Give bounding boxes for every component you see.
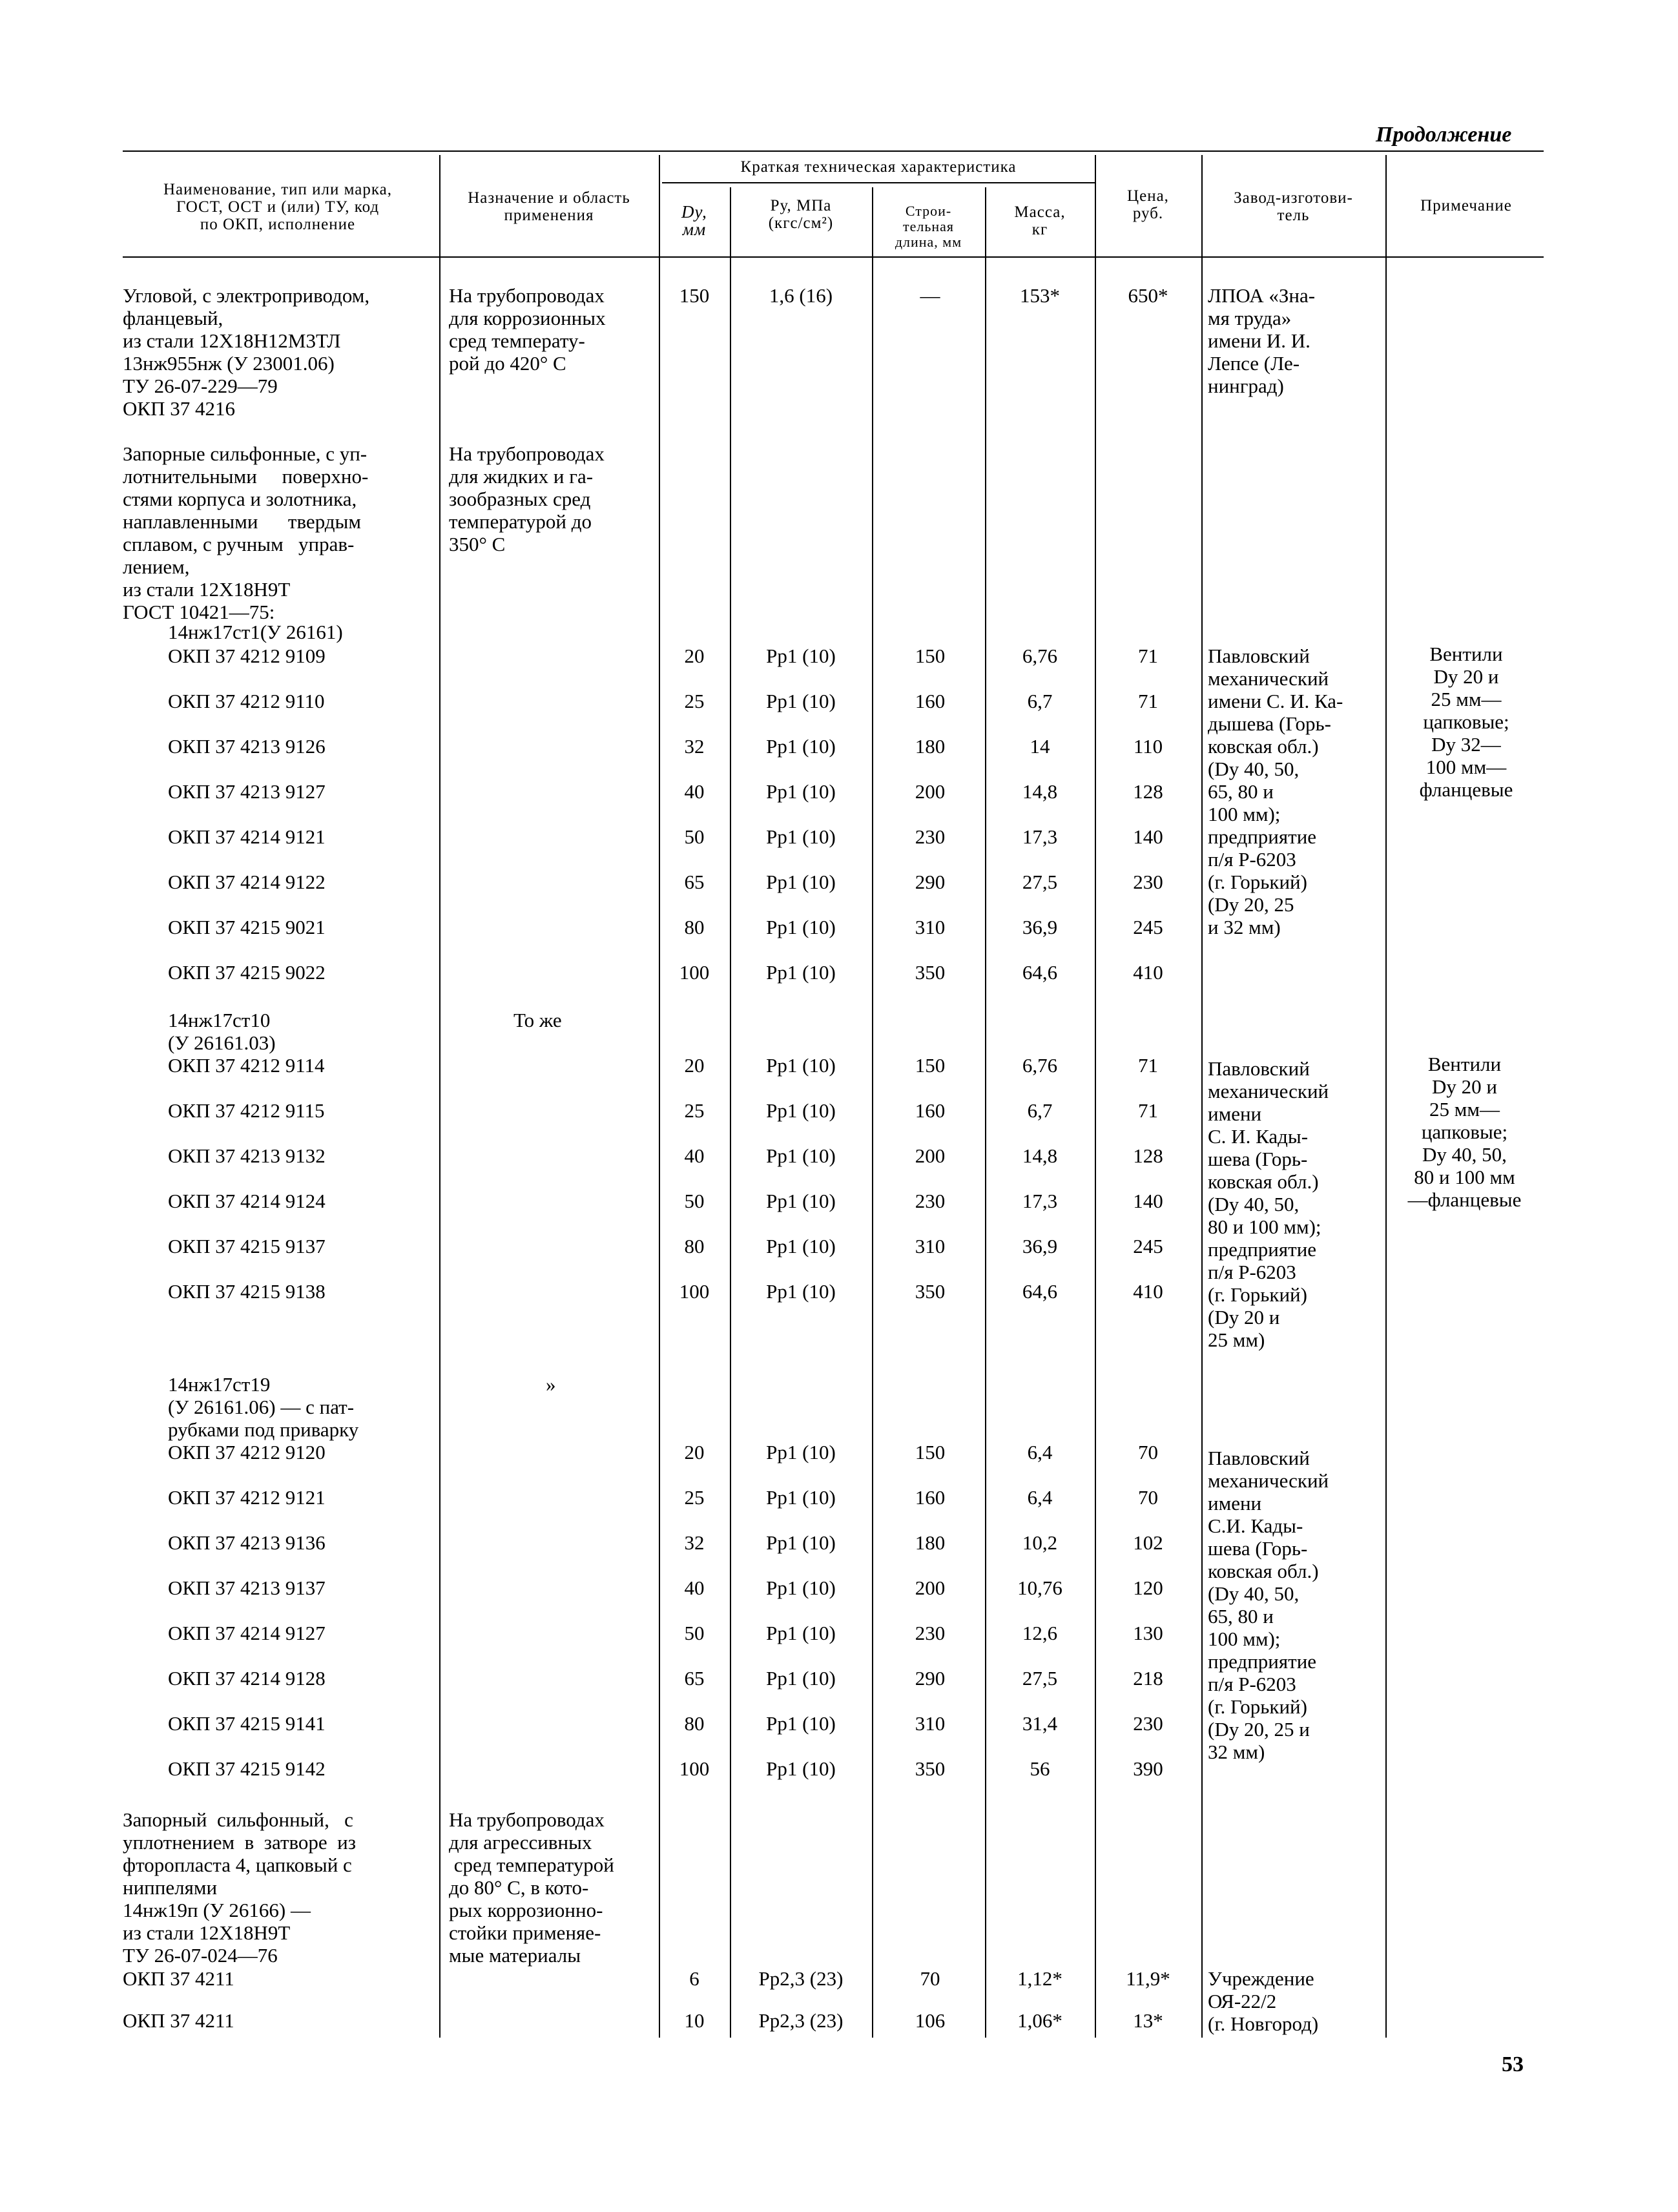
row-pn: Pр1 (10)	[766, 1441, 836, 1463]
row-length: 150	[915, 645, 946, 667]
data-row	[0, 780, 1678, 803]
row-price: 13*	[1133, 2009, 1163, 2032]
row-length: 290	[915, 1667, 946, 1690]
block2-maker: Павловский механический имени С. И. Ка- дышева (Горь- ковская обл.) (Dy 40, 50, 65, 80 и 100 мм); предприятие п/я Р-6203 (г. Горький) (Dy 20, 25 и 32 мм)	[1208, 645, 1343, 938]
row-name: ОКП 37 4215 9022	[168, 961, 326, 984]
row-dn: 40	[684, 780, 705, 803]
row-pn: Pр1 (10)	[766, 1576, 836, 1599]
col-rule-8	[1385, 155, 1387, 2038]
row-name: ОКП 37 4212 9121	[168, 1486, 326, 1509]
row-length: 350	[915, 961, 946, 984]
row-dn: 100	[679, 961, 710, 984]
row-name: ОКП 37 4213 9137	[168, 1576, 326, 1599]
header-tech-group: Краткая техническая характеристика	[740, 158, 1017, 176]
row-pn: Pр1 (10)	[766, 825, 836, 848]
block3-name: 14нж17ст10 (У 26161.03)	[168, 1009, 276, 1054]
block3-note: Вентили Dу 20 и 25 мм— цапковые; Dу 40, 50, 80 и 100 мм —фланцевые	[1407, 1053, 1522, 1211]
row-dn: 80	[684, 916, 705, 938]
header-pn: Pу, МПа (кгс/см²)	[768, 197, 834, 232]
data-row	[0, 1712, 1678, 1735]
data-row	[0, 735, 1678, 758]
row-length: 150	[915, 1054, 946, 1077]
row-mass: 10,76	[1017, 1576, 1062, 1599]
row-dn: 32	[684, 735, 705, 758]
row-price: 140	[1133, 1190, 1163, 1212]
row-dn: 100	[679, 1757, 710, 1780]
row-pn: Pр1 (10)	[766, 961, 836, 984]
data-row	[0, 871, 1678, 893]
block3-maker: Павловский механический имени С. И. Кады- шева (Горь- ковская обл.) (Dy 40, 50, 80 и 100 мм); предприятие п/я Р-6203 (г. Горький) (Dy 20 и 25 мм)	[1208, 1057, 1329, 1351]
row-pn: Pр1 (10)	[766, 1280, 836, 1303]
row-length: 310	[915, 1235, 946, 1257]
row-length: 350	[915, 1280, 946, 1303]
row-mass: 6,7	[1027, 1099, 1053, 1122]
row-name: ОКП 37 4213 9136	[168, 1531, 326, 1554]
row-price: 230	[1133, 1712, 1163, 1735]
row-pn: Pр1 (10)	[766, 1144, 836, 1167]
row-price: 140	[1133, 825, 1163, 848]
row-mass: 17,3	[1022, 1190, 1058, 1212]
row-price: 650*	[1128, 284, 1168, 307]
data-row	[0, 2009, 1678, 2032]
row-pn: Pр1 (10)	[766, 780, 836, 803]
row-dn: 20	[684, 645, 705, 667]
row-price: 410	[1133, 1280, 1163, 1303]
data-row	[0, 690, 1678, 712]
row-name: ОКП 37 4213 9132	[168, 1144, 326, 1167]
row-price: 11,9*	[1126, 1967, 1170, 1990]
row-pn: Pр1 (10)	[766, 690, 836, 712]
row-length: 160	[915, 690, 946, 712]
row-price: 70	[1138, 1486, 1158, 1509]
row-mass: 64,6	[1022, 1280, 1058, 1303]
row-price: 230	[1133, 871, 1163, 893]
row-name: ОКП 37 4211	[123, 1967, 234, 1990]
row-price: 218	[1133, 1667, 1163, 1690]
row-mass: 6,76	[1022, 1054, 1058, 1077]
row-dn: 40	[684, 1576, 705, 1599]
block2-subtype: 14нж17ст1(У 26161)	[168, 621, 343, 643]
row-name: ОКП 37 4212 9114	[168, 1054, 325, 1077]
data-row	[0, 1144, 1678, 1167]
row-mass: 64,6	[1022, 961, 1058, 984]
row-length: —	[920, 284, 940, 307]
header-note: Примечание	[1420, 197, 1512, 214]
row-pn: Pр1 (10)	[766, 1486, 836, 1509]
row-mass: 1,06*	[1017, 2009, 1062, 2032]
row-price: 71	[1138, 690, 1158, 712]
row-dn: 50	[684, 1622, 705, 1644]
row-price: 128	[1133, 1144, 1163, 1167]
row-pn: Pр1 (10)	[766, 735, 836, 758]
page-number: 53	[1502, 2052, 1524, 2076]
row-dn: 50	[684, 825, 705, 848]
row-length: 310	[915, 916, 946, 938]
data-row	[0, 1235, 1678, 1257]
row-name: ОКП 37 4215 9137	[168, 1235, 326, 1257]
block1-name: Угловой, с электроприводом, фланцевый, из стали 12Х18Н12М3ТЛ 13нж955нж (У 23001.06) ТУ 26-07-229—79 ОКП 37 4216	[123, 284, 370, 420]
row-pn: Pр1 (10)	[766, 1190, 836, 1212]
row-length: 160	[915, 1099, 946, 1122]
row-dn: 25	[684, 690, 705, 712]
col-rule-6	[1095, 155, 1096, 2038]
row-mass: 1,12*	[1017, 1967, 1062, 1990]
row-dn: 50	[684, 1190, 705, 1212]
row-length: 180	[915, 735, 946, 758]
block1-maker: ЛПОА «Зна- мя труда» имени И. И. Лепсе (Ле- нинград)	[1208, 284, 1316, 397]
row-mass: 10,2	[1022, 1531, 1058, 1554]
row-pn: Pр1 (10)	[766, 1622, 836, 1644]
row-dn: 100	[679, 1280, 710, 1303]
row-mass: 14	[1030, 735, 1050, 758]
row-mass: 14,8	[1022, 1144, 1058, 1167]
row-mass: 36,9	[1022, 916, 1058, 938]
row-dn: 20	[684, 1441, 705, 1463]
row-price: 120	[1133, 1576, 1163, 1599]
row-name: ОКП 37 4212 9120	[168, 1441, 326, 1463]
col-rule-7	[1201, 155, 1203, 2038]
row-length: 230	[915, 825, 946, 848]
row-pn: Pр1 (10)	[766, 871, 836, 893]
header-length: Строи- тельная длина, мм	[895, 203, 962, 250]
row-dn: 20	[684, 1054, 705, 1077]
row-pn: Pр2,3 (23)	[758, 2009, 844, 2032]
row-mass: 14,8	[1022, 780, 1058, 803]
row-pn: 1,6 (16)	[769, 284, 833, 307]
row-length: 70	[920, 1967, 940, 1990]
row-name: ОКП 37 4214 9122	[168, 871, 326, 893]
row-price: 130	[1133, 1622, 1163, 1644]
block4-name: 14нж17ст19 (У 26161.06) — с пат- рубками под приварку	[168, 1373, 359, 1441]
row-name: ОКП 37 4213 9127	[168, 780, 326, 803]
row-length: 180	[915, 1531, 946, 1554]
row-name: ОКП 37 4214 9127	[168, 1622, 326, 1644]
data-row	[0, 916, 1678, 938]
row-price: 110	[1133, 735, 1163, 758]
block4-purpose: »	[546, 1373, 556, 1396]
row-price: 70	[1138, 1441, 1158, 1463]
row-mass: 27,5	[1022, 871, 1058, 893]
block2-purpose: На трубопроводах для жидких и га- зообразных сред температурой до 350° С	[449, 442, 605, 555]
row-length: 310	[915, 1712, 946, 1735]
row-dn: 65	[684, 1667, 705, 1690]
data-row	[0, 825, 1678, 848]
block5-purpose: На трубопроводах для агрессивных сред температурой до 80° С, в кото- рых коррозионно- стойки применяе- мые материалы	[449, 1808, 614, 1967]
data-row	[0, 1757, 1678, 1780]
row-price: 410	[1133, 961, 1163, 984]
data-row	[0, 1576, 1678, 1599]
row-mass: 153*	[1020, 284, 1060, 307]
tech-group-rule	[662, 182, 1095, 183]
row-name: ОКП 37 4215 9021	[168, 916, 326, 938]
row-price: 71	[1138, 1099, 1158, 1122]
data-row	[0, 1486, 1678, 1509]
row-pn: Pр1 (10)	[766, 1099, 836, 1122]
row-name: ОКП 37 4212 9115	[168, 1099, 325, 1122]
row-mass: 27,5	[1022, 1667, 1058, 1690]
row-length: 200	[915, 1144, 946, 1167]
data-row	[0, 284, 1678, 307]
header-bottom-rule	[123, 256, 1544, 258]
row-length: 230	[915, 1190, 946, 1212]
row-mass: 56	[1030, 1757, 1050, 1780]
row-pn: Pр2,3 (23)	[758, 1967, 844, 1990]
row-pn: Pр1 (10)	[766, 1531, 836, 1554]
data-row	[0, 1531, 1678, 1554]
header-name: Наименование, тип или марка, ГОСТ, ОСТ и (или) ТУ, код по ОКП, исполнение	[163, 181, 393, 233]
row-price: 245	[1133, 1235, 1163, 1257]
row-name: ОКП 37 4211	[123, 2009, 234, 2032]
row-mass: 6,76	[1022, 645, 1058, 667]
row-length: 106	[915, 2009, 946, 2032]
header-dn: Dу, мм	[681, 202, 707, 239]
header-top-rule	[123, 150, 1544, 152]
row-dn: 65	[684, 871, 705, 893]
row-dn: 25	[684, 1486, 705, 1509]
row-name: ОКП 37 4215 9138	[168, 1280, 326, 1303]
col-rule-2	[659, 155, 660, 2038]
row-pn: Pр1 (10)	[766, 645, 836, 667]
block5-maker: Учреждение ОЯ-22/2 (г. Новгород)	[1208, 1967, 1319, 2035]
row-pn: Pр1 (10)	[766, 1667, 836, 1690]
row-dn: 80	[684, 1712, 705, 1735]
row-name: ОКП 37 4212 9109	[168, 645, 326, 667]
data-row	[0, 1667, 1678, 1690]
row-dn: 25	[684, 1099, 705, 1122]
data-row	[0, 1054, 1678, 1077]
header-price: Цена, руб.	[1127, 187, 1169, 222]
row-mass: 12,6	[1022, 1622, 1058, 1644]
row-pn: Pр1 (10)	[766, 1235, 836, 1257]
row-price: 390	[1133, 1757, 1163, 1780]
block2-name: Запорные сильфонные, с уп- лотнительными поверхно- стями корпуса и золотника, наплавленными твердым сплавом, с ручным управ- лением, из стали 12Х18Н9Т ГОСТ 10421—75:	[123, 442, 369, 623]
row-name: ОКП 37 4213 9126	[168, 735, 326, 758]
data-row	[0, 1441, 1678, 1463]
row-mass: 17,3	[1022, 825, 1058, 848]
data-row	[0, 1280, 1678, 1303]
row-length: 350	[915, 1757, 946, 1780]
col-rule-1	[439, 155, 440, 2038]
data-row	[0, 1099, 1678, 1122]
block1-purpose: На трубопроводах для коррозионных сред температу- рой до 420° С	[449, 284, 606, 375]
row-mass: 6,7	[1027, 690, 1053, 712]
block3-purpose: То же	[513, 1009, 562, 1031]
row-mass: 6,4	[1027, 1441, 1053, 1463]
row-pn: Pр1 (10)	[766, 916, 836, 938]
row-dn: 10	[684, 2009, 705, 2032]
row-name: ОКП 37 4212 9110	[168, 690, 325, 712]
row-name: ОКП 37 4214 9121	[168, 825, 326, 848]
row-pn: Pр1 (10)	[766, 1712, 836, 1735]
row-dn: 150	[679, 284, 710, 307]
data-row	[0, 645, 1678, 667]
row-length: 160	[915, 1486, 946, 1509]
continuation-label: Продолжение	[1376, 123, 1512, 147]
row-length: 290	[915, 871, 946, 893]
row-name: ОКП 37 4215 9141	[168, 1712, 326, 1735]
row-pn: Pр1 (10)	[766, 1757, 836, 1780]
data-row	[0, 1967, 1678, 1990]
row-name: ОКП 37 4214 9128	[168, 1667, 326, 1690]
row-dn: 40	[684, 1144, 705, 1167]
row-name: ОКП 37 4214 9124	[168, 1190, 326, 1212]
row-dn: 6	[689, 1967, 699, 1990]
row-length: 200	[915, 780, 946, 803]
row-price: 71	[1138, 645, 1158, 667]
data-row	[0, 1190, 1678, 1212]
row-mass: 31,4	[1022, 1712, 1058, 1735]
row-dn: 80	[684, 1235, 705, 1257]
header-purpose: Назначение и область применения	[468, 189, 630, 224]
block5-name: Запорный сильфонный, с уплотнением в затворе из фторопласта 4, цапковый с ниппелями 14нж19п (У 26166) — из стали 12Х18Н9Т ТУ 26-07-024—76	[123, 1808, 357, 1967]
block2-note: Вентили Dу 20 и 25 мм— цапковые; Dу 32— 100 мм— фланцевые	[1419, 643, 1513, 801]
header-mass: Масса, кг	[1014, 203, 1066, 238]
block4-maker: Павловский механический имени С.И. Кады- шева (Горь- ковская обл.) (Dy 40, 50, 65, 80 и 100 мм); предприятие п/я Р-6203 (г. Горький) (Dy 20, 25 и 32 мм)	[1208, 1447, 1329, 1763]
data-row	[0, 1622, 1678, 1644]
row-name: ОКП 37 4215 9142	[168, 1757, 326, 1780]
row-price: 128	[1133, 780, 1163, 803]
row-length: 230	[915, 1622, 946, 1644]
row-price: 245	[1133, 916, 1163, 938]
row-length: 150	[915, 1441, 946, 1463]
data-row	[0, 961, 1678, 984]
row-price: 71	[1138, 1054, 1158, 1077]
row-dn: 32	[684, 1531, 705, 1554]
header-maker: Завод-изготови- тель	[1234, 189, 1353, 224]
row-pn: Pр1 (10)	[766, 1054, 836, 1077]
row-mass: 6,4	[1027, 1486, 1053, 1509]
row-price: 102	[1133, 1531, 1163, 1554]
row-length: 200	[915, 1576, 946, 1599]
row-mass: 36,9	[1022, 1235, 1058, 1257]
